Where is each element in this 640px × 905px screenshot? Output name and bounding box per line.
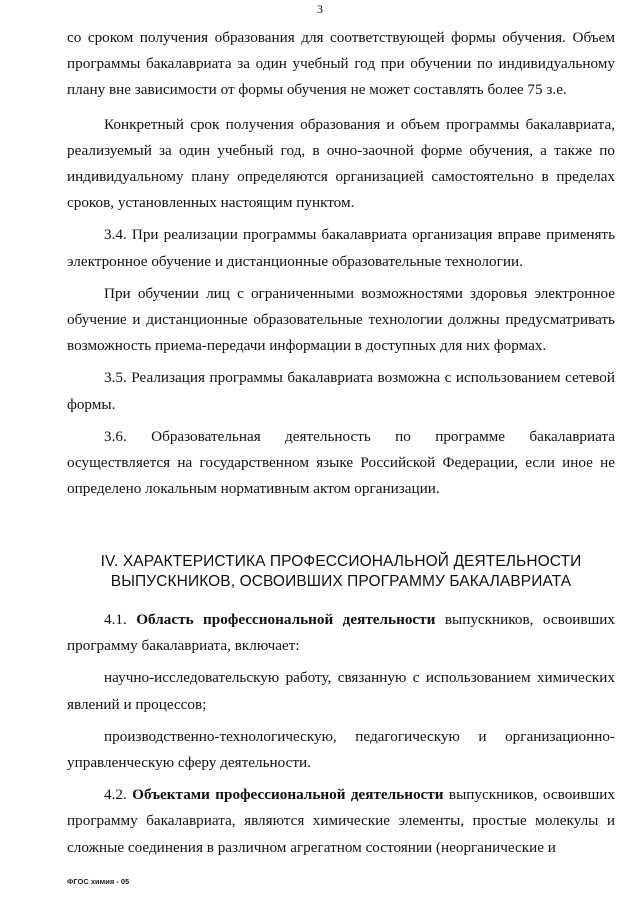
- paragraph-term-and-volume: Конкретный срок получения образования и объем программы бакалавриата, реализуемый за один учебный год, в очно-заочной форме обучения, а также по индивидуальному плану определяются организацией самостоятельно в пределах сроков, установленных настоящим пунктом.: [67, 115, 615, 212]
- paragraph-continuation: со сроком получения образования для соответствующей формы обучения. Объем программы бакалавриата за один учебный год при обучении по индивидуальному плану вне зависимости от формы обучения не может составлять более 75 з.е.: [67, 29, 615, 99]
- page-number: 3: [317, 2, 323, 16]
- paragraph-4-2: [67, 782, 615, 861]
- paragraph-4-2-number: 4.2.: [104, 786, 127, 804]
- heading-line-1: IV. ХАРАКТЕРИСТИКА ПРОФЕССИОНАЛЬНОЙ ДЕЯТЕЛЬНОСТИ: [100, 553, 582, 570]
- list-item-production: производственно-технологическую, педагогическую и организационно-управленческую сферу деятельности.: [67, 727, 615, 772]
- paragraph-3-5: 3.5. Реализация программы бакалавриата возможна с использованием сетевой формы.: [67, 369, 615, 413]
- heading-line-2: ВЫПУСКНИКОВ, ОСВОИВШИХ ПРОГРАММУ БАКАЛАВРИАТА: [110, 573, 572, 590]
- paragraph-3-4: 3.4. При реализации программы бакалавриата организация вправе применять электронное обучение и дистанционные образовательные технологии.: [67, 226, 615, 270]
- paragraph-4-1-text: выпускников, освоивших программу бакалавриата, включает:: [67, 611, 616, 655]
- section-iii-text: [67, 25, 615, 502]
- paragraph-4-1-bold-term: Область профессиональной деятельности: [136, 611, 436, 628]
- list-item-research: научно-исследовательскую работу, связанную с использованием химических явлений и процессов;: [67, 669, 615, 713]
- section-iv-heading: [67, 552, 615, 592]
- paragraph-3-6: 3.6. Образовательная деятельность по программе бакалавриата осуществляется на государственном языке Российской Федерации, если иное не определено локальным нормативным актом организации.: [67, 427, 615, 498]
- footer-label: ФГОС химия - 05: [67, 877, 130, 886]
- section-iv-text: [67, 607, 615, 861]
- paragraph-disabilities: При обучении лиц с ограниченными возможностями здоровья электронное обучение и дистанционные образовательные технологии должны предусматривать возможность приема-передачи информации в доступных для них формах.: [67, 284, 615, 355]
- paragraph-4-1: [67, 607, 615, 659]
- paragraph-4-1-number: 4.1.: [104, 611, 127, 628]
- paragraph-4-2-bold-term: Объектами профессиональной деятельности: [132, 786, 444, 804]
- paragraph-4-2-text: выпускников, освоивших программу бакалавриата, являются химические элементы, простые молекулы и сложные соединения в различном агрегатном состоянии (неорганические и: [67, 786, 616, 856]
